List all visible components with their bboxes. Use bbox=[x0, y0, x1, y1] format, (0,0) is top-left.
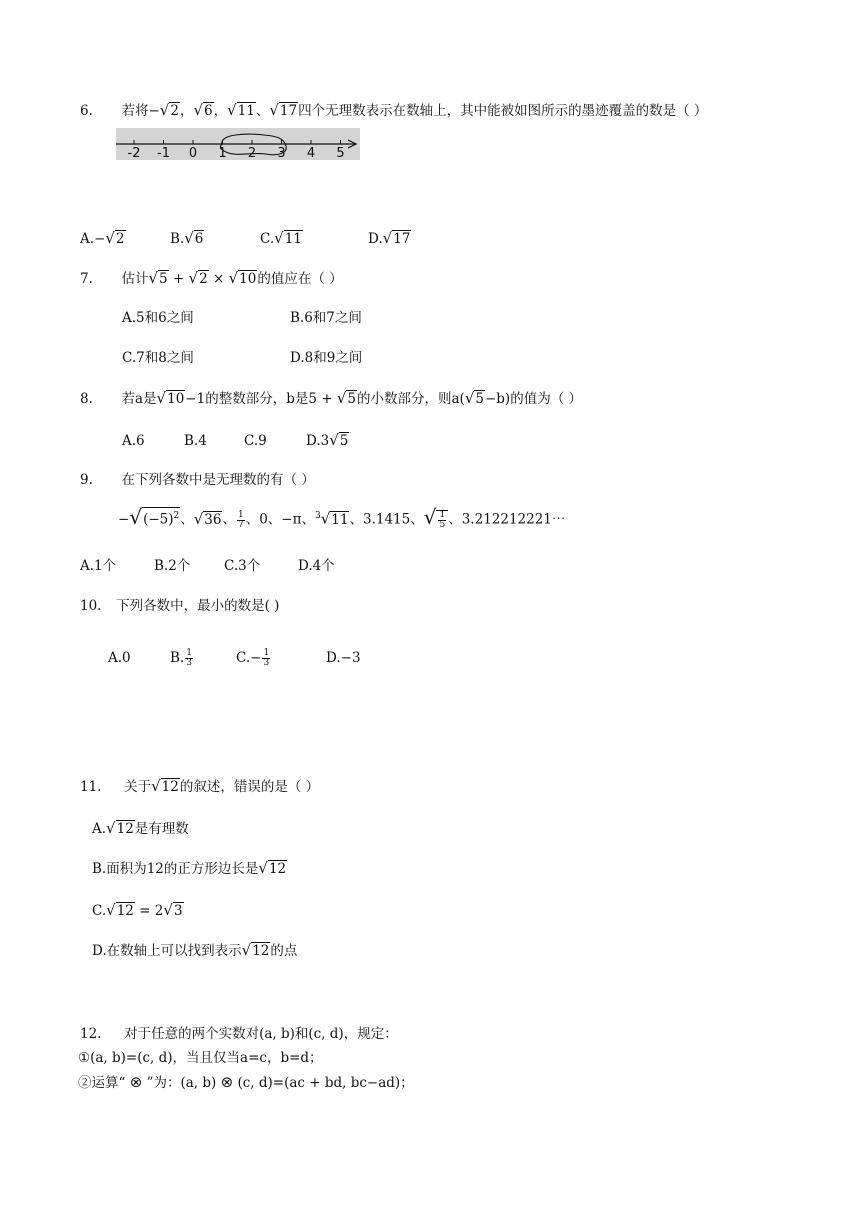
option-a[interactable]: A.5和6之间 bbox=[122, 310, 194, 326]
axis-tick-label: 1 bbox=[218, 146, 227, 160]
option-c[interactable]: C.9 bbox=[244, 433, 267, 449]
question-12-rule-1: ①(a, b)=(c, d)，当且仅当a=c，b=d； bbox=[78, 1050, 323, 1066]
question-9-stem: 9. 在下列各数中是无理数的有（ ） bbox=[80, 472, 315, 488]
question-9-number-list: $-√(-5)^2$、√36、 $\frac{1}{7}$ 、0、−π、$^3$√11、3.1415、√ $\frac{1}{5}$ 、3.212212221⋯ bbox=[118, 504, 566, 530]
option-d[interactable]: D.√17 bbox=[368, 229, 411, 247]
question-8-stem: 8. 若a是√10−1的整数部分，b是5 + √5的小数部分，则a(√5−b)的值为（ ） bbox=[80, 389, 582, 407]
sqrt-expression: √11 bbox=[227, 101, 255, 119]
circled-times-icon: ⊗ bbox=[129, 1073, 143, 1091]
option-d[interactable]: D.4个 bbox=[298, 558, 335, 574]
question-6-options bbox=[80, 228, 411, 249]
question-number: 6. bbox=[80, 103, 93, 119]
option-c[interactable]: C.− $\frac{1}{3}$ bbox=[236, 648, 270, 668]
number-line-svg bbox=[116, 128, 360, 160]
axis-tick-label: -1 bbox=[157, 146, 170, 160]
question-number: 9. bbox=[80, 472, 93, 488]
axis-tick-label: 2 bbox=[247, 146, 257, 160]
option-c[interactable]: C.√11 bbox=[260, 229, 302, 247]
option-c[interactable]: C.√12 = 2√3 bbox=[92, 901, 183, 919]
question-number: 10. bbox=[80, 598, 102, 614]
sqrt-expression: √2 bbox=[159, 101, 179, 119]
question-number: 7. bbox=[80, 271, 93, 287]
question-8-options bbox=[122, 430, 349, 451]
question-number: 11. bbox=[80, 779, 102, 795]
option-b[interactable]: B. $\frac{1}{3}$ bbox=[170, 648, 192, 668]
option-a[interactable]: A.−√2 bbox=[80, 229, 125, 247]
number-line-figure bbox=[116, 128, 360, 160]
axis-tick-label: -2 bbox=[127, 146, 141, 160]
option-a[interactable]: A.√12是有理数 bbox=[92, 819, 189, 837]
question-12-rule-2: ②运算“ ⊗ ”为：(a, b) ⊗ (c, d)=(ac + bd, bc−ad)； bbox=[78, 1073, 414, 1091]
sqrt-expression: √17 bbox=[269, 101, 298, 119]
option-d[interactable]: D.在数轴上可以找到表示√12的点 bbox=[92, 941, 298, 959]
option-d[interactable]: D.3√5 bbox=[306, 431, 349, 449]
axis-tick-label: 3 bbox=[277, 146, 286, 160]
question-11-stem: 11. 关于√12的叙述，错误的是（ ） bbox=[80, 777, 320, 795]
question-7-stem: 7. 估计√5 + √2 × √10的值应在（ ） bbox=[80, 269, 343, 287]
question-number: 12. bbox=[80, 1026, 102, 1042]
option-a[interactable]: A.0 bbox=[108, 650, 131, 666]
axis-tick-label: 5 bbox=[336, 146, 345, 160]
axis-tick-label: 0 bbox=[188, 146, 198, 160]
circled-times-icon: ⊗ bbox=[220, 1073, 234, 1091]
option-c[interactable]: C.3个 bbox=[224, 558, 261, 574]
option-b[interactable]: B.2个 bbox=[154, 558, 191, 574]
option-d[interactable]: D.8和9之间 bbox=[290, 350, 363, 366]
question-number: 8. bbox=[80, 391, 93, 407]
option-b[interactable]: B.4 bbox=[184, 433, 207, 449]
question-9-options bbox=[80, 556, 335, 576]
question-12-stem: 12. 对于任意的两个实数对(a, b)和(c, d)，规定： bbox=[80, 1026, 398, 1042]
option-b[interactable]: B.√6 bbox=[170, 229, 204, 247]
option-c[interactable]: C.7和8之间 bbox=[122, 350, 194, 366]
option-b[interactable]: B.6和7之间 bbox=[290, 310, 362, 326]
question-10-options bbox=[108, 646, 361, 670]
axis-tick-label: 4 bbox=[306, 146, 316, 160]
tick-group bbox=[128, 140, 345, 160]
question-10-stem: 10. 下列各数中，最小的数是( ) bbox=[80, 598, 280, 614]
option-d[interactable]: D.−3 bbox=[326, 650, 361, 666]
option-a[interactable]: A.6 bbox=[122, 433, 145, 449]
question-6-stem: 6. 若将−√2，√6，√11、√17四个无理数表示在数轴上，其中能被如图所示的墨迹覆盖的数是（ ） bbox=[80, 101, 708, 119]
option-b[interactable]: B.面积为12的正方形边长是√12 bbox=[92, 859, 287, 877]
option-a[interactable]: A.1个 bbox=[80, 558, 117, 574]
sqrt-expression: √6 bbox=[193, 101, 213, 119]
